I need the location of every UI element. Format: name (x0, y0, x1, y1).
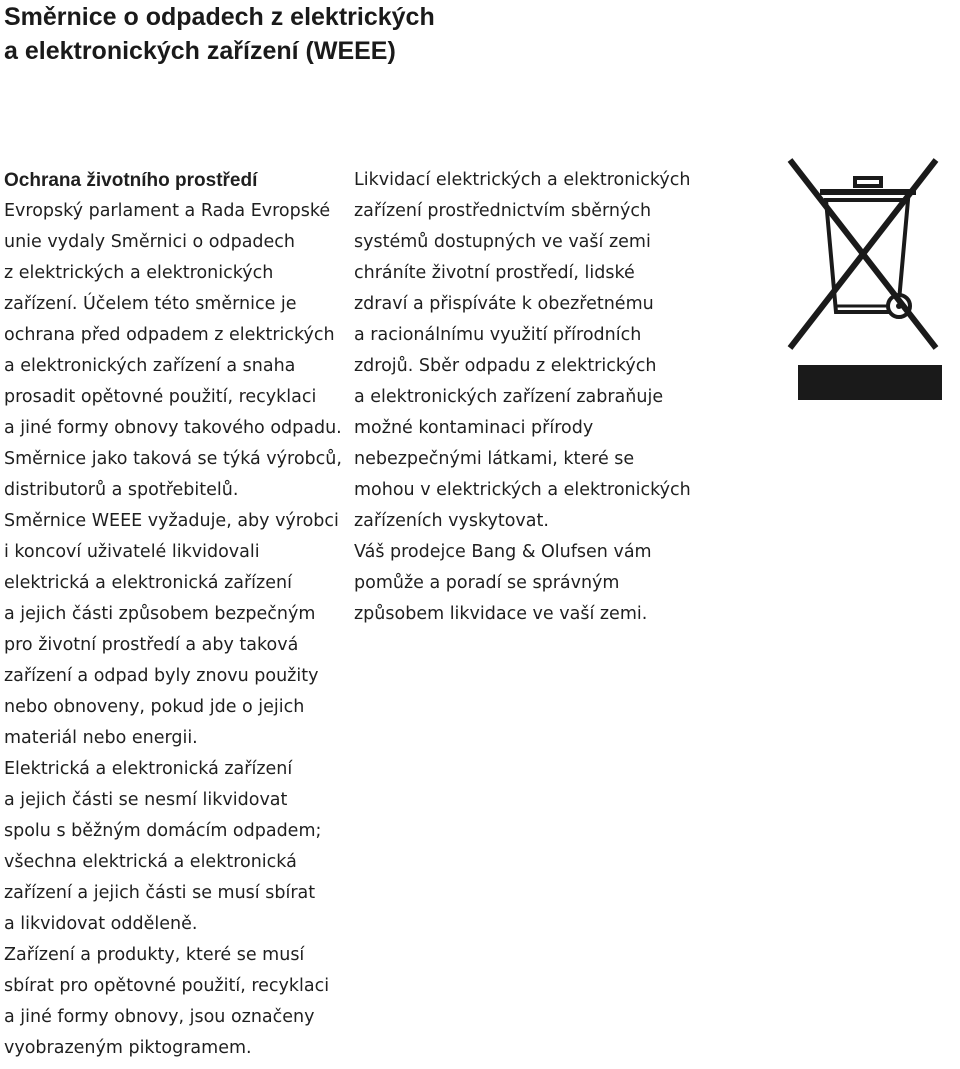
text-line: systémů dostupných ve vaší zemi (354, 232, 651, 252)
text-line: i koncoví uživatelé likvidovali (4, 542, 260, 562)
page-title-line-1: Směrnice o odpadech z elektrických (4, 3, 435, 31)
text-line: unie vydaly Směrnici o odpadech (4, 232, 296, 252)
text-line: Směrnice jako taková se týká výrobců, (4, 449, 342, 469)
text-line: ochrana před odpadem z elektrických (4, 325, 335, 345)
text-line: nebezpečnými látkami, které se (354, 449, 635, 469)
text-line: Evropský parlament a Rada Evropské (4, 201, 331, 221)
right-column (354, 165, 714, 630)
page-title (4, 0, 564, 68)
text-line: z elektrických a elektronických (4, 263, 274, 283)
text-line: Směrnice WEEE vyžaduje, aby výrobci (4, 511, 339, 531)
text-line: sbírat pro opětovné použití, recyklaci (4, 976, 330, 996)
section-heading: Ochrana životního prostředí (4, 170, 258, 191)
text-line: zařízení a jejich části se musí sbírat (4, 883, 316, 903)
text-line: prosadit opětovné použití, recyklaci (4, 387, 317, 407)
text-line: a likvidovat odděleně. (4, 914, 198, 934)
text-line: chráníte životní prostředí, lidské (354, 263, 635, 283)
text-line: materiál nebo energii. (4, 728, 198, 748)
text-line: zařízení prostřednictvím sběrných (354, 201, 652, 221)
text-line: a jejich části se nesmí likvidovat (4, 790, 288, 810)
left-column (4, 165, 344, 1064)
text-line: spolu s běžným domácím odpadem; (4, 821, 322, 841)
page-title-line-2: a elektronických zařízení (WEEE) (4, 37, 396, 65)
text-line: nebo obnoveny, pokud jde o jejich (4, 697, 305, 717)
text-line: vyobrazeným piktogramem. (4, 1038, 252, 1058)
text-line: a jiné formy obnovy, jsou označeny (4, 1007, 315, 1027)
text-line: zdrojů. Sběr odpadu z elektrických (354, 356, 657, 376)
text-line: pro životní prostředí a aby taková (4, 635, 299, 655)
text-line: Elektrická a elektronická zařízení (4, 759, 293, 779)
text-line: způsobem likvidace ve vaší zemi. (354, 604, 648, 624)
text-line: mohou v elektrických a elektronických (354, 480, 691, 500)
text-line: zdraví a přispíváte k obezřetnému (354, 294, 654, 314)
text-line: a racionálnímu využití přírodních (354, 325, 642, 345)
text-line: možné kontaminaci přírody (354, 418, 594, 438)
text-line: a elektronických zařízení zabraňuje (354, 387, 664, 407)
text-line: Zařízení a produkty, které se musí (4, 945, 305, 965)
text-line: pomůže a poradí se správným (354, 573, 620, 593)
crossed-out-wheeled-bin-icon (786, 156, 944, 402)
text-line: a elektronických zařízení a snaha (4, 356, 296, 376)
text-line: Likvidací elektrických a elektronických (354, 170, 691, 190)
text-line: zařízení. Účelem této směrnice je (4, 294, 297, 314)
text-line: zařízeních vyskytovat. (354, 511, 549, 531)
text-line: distributorů a spotřebitelů. (4, 480, 239, 500)
text-line: elektrická a elektronická zařízení (4, 573, 292, 593)
text-line: Váš prodejce Bang & Olufsen vám (354, 542, 652, 562)
text-line: a jiné formy obnovy takového odpadu. (4, 418, 342, 438)
text-line: zařízení a odpad byly znovu použity (4, 666, 319, 686)
text-line: všechna elektrická a elektronická (4, 852, 297, 872)
text-line: a jejich části způsobem bezpečným (4, 604, 316, 624)
